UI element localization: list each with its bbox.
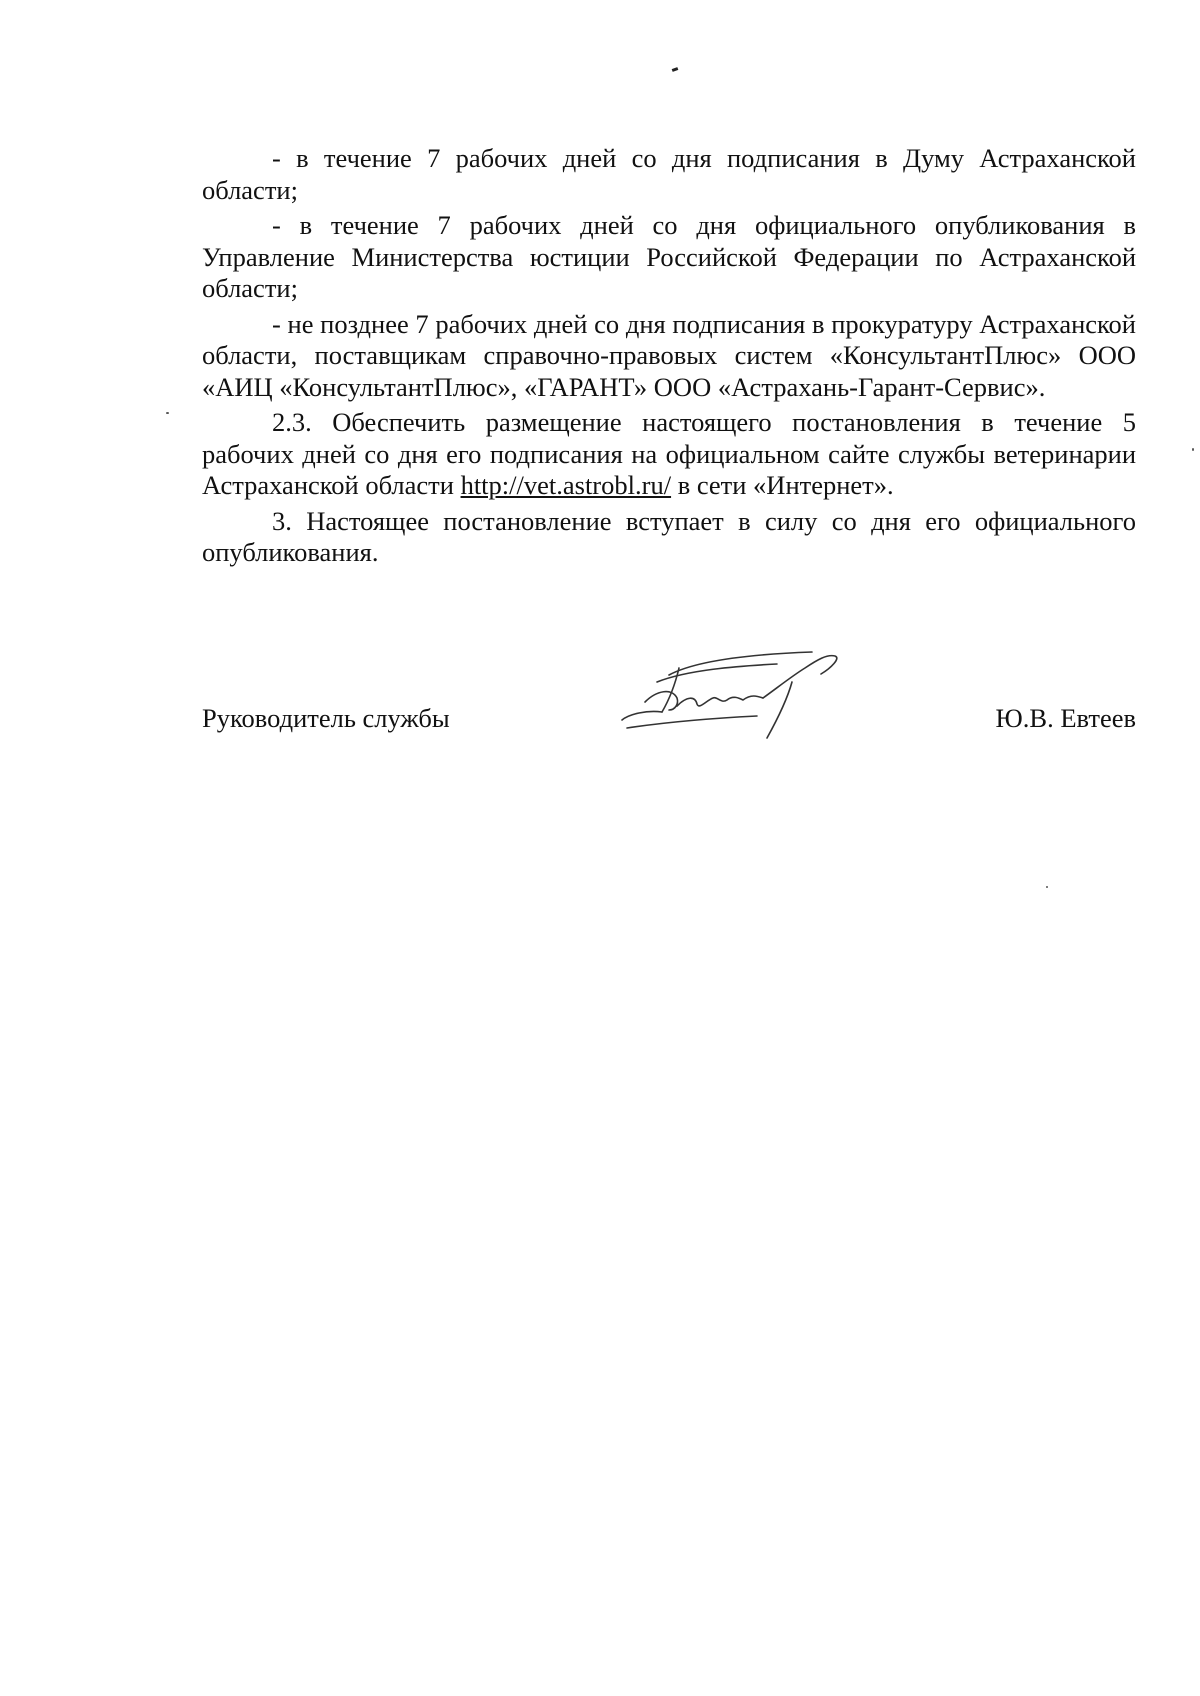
- paragraph-ministry-justice: [202, 210, 1136, 305]
- website-link[interactable]: http://vet.astrobl.ru/: [460, 470, 672, 500]
- paragraph-text: - не позднее 7 рабочих дней со дня подписания в прокуратуру Астраханской области, поставщикам справочно-правовых систем «КонсультантПлюс» ООО «АИЦ «КонсультантПлюс», «ГАРАНТ» ООО «Астрахань-Гарант-Сервис».: [202, 308, 1136, 402]
- scan-speck: [1192, 448, 1194, 451]
- paragraph-prosecutor: [202, 309, 1136, 404]
- paragraph-text: 2.3. Обеспечить размещение настоящего постановления в течение 5 рабочих дней со дня его подписания на официальном сайте службы ветеринарии Астраханской области: [202, 407, 1136, 500]
- signature-block: [202, 640, 1136, 750]
- paragraph-text: 3. Настоящее постановление вступает в силу со дня его официального опубликования.: [202, 505, 1136, 567]
- paragraph-3: [202, 506, 1136, 569]
- document-body: [202, 143, 1136, 573]
- paragraph-duma: [202, 143, 1136, 206]
- signer-position: Руководитель службы: [202, 703, 450, 733]
- scan-speck: [1046, 886, 1048, 888]
- signer-name: Ю.В. Евтеев: [995, 703, 1136, 733]
- paragraph-text-tail: в сети «Интернет».: [671, 470, 894, 500]
- paragraph-2-3: [202, 407, 1136, 502]
- paragraph-text: - в течение 7 рабочих дней со дня официального опубликования в Управление Министерства юстиции Российской Федерации по Астраханской области;: [202, 210, 1136, 303]
- scan-mark: [672, 67, 679, 72]
- handwritten-signature: [617, 640, 887, 750]
- scan-speck: [166, 412, 169, 414]
- paragraph-text: - в течение 7 рабочих дней со дня подписания в Думу Астраханской области;: [202, 143, 1136, 205]
